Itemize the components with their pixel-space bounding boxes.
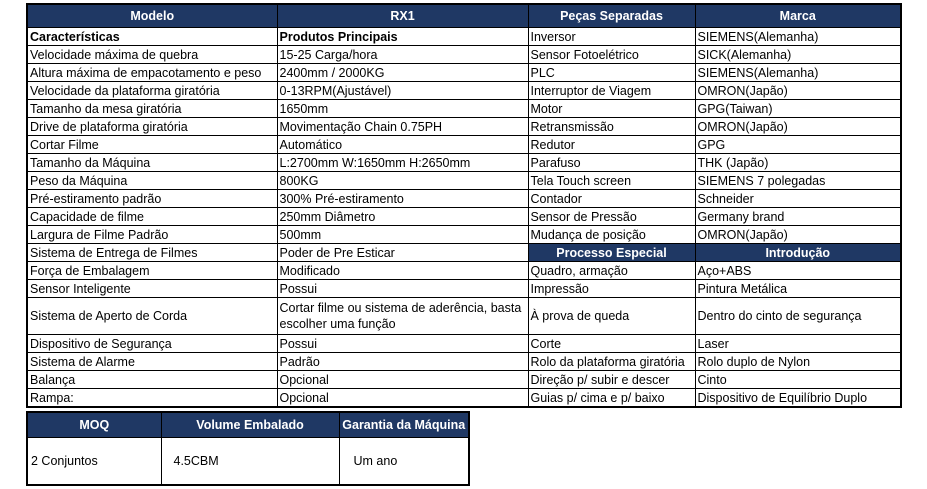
spec-row-cell: Capacidade de filme [27,208,277,226]
spec-row-cell: GPG(Taiwan) [695,100,901,118]
spec-row-cell: 500mm [277,226,528,244]
spec-row-cell: SIEMENS(Alemanha) [695,64,901,82]
spec-row-tall [27,298,901,335]
spec-row-cell: Retransmissão [528,118,695,136]
spec-row-cell: Possui [277,335,528,353]
spec-row-cell: Opcional [277,371,528,389]
spec-row-cell: Interruptor de Viagem [528,82,695,100]
spec-row-cell: Velocidade da plataforma giratória [27,82,277,100]
spec-row-cell: Dispositivo de Segurança [27,335,277,353]
spec-row-cell: Força de Embalagem [27,262,277,280]
spec-row-cell: Sistema de Entrega de Filmes [27,244,277,262]
spec-row-cell: 2400mm / 2000KG [277,64,528,82]
spec-row-cell: OMRON(Japão) [695,82,901,100]
spec-row [27,389,901,408]
moq-value: 2 Conjuntos [27,438,161,486]
spec-row-cell: SICK(Alemanha) [695,46,901,64]
spec-row-cell: Drive de plataforma giratória [27,118,277,136]
spec-row [27,118,901,136]
spec-row-cell: Cinto [695,371,901,389]
spec-row-cell: Direção p/ subir e descer [528,371,695,389]
spec-row-cell: Padrão [277,353,528,371]
spec-row [27,64,901,82]
order-table [26,411,470,486]
spec-row-cell: Laser [695,335,901,353]
spec-row [27,28,901,46]
header-warranty: Garantia da Máquina [339,412,469,438]
header-moq: MOQ [27,412,161,438]
spec-row-tall-cell: Sistema de Aperto de Corda [27,298,277,335]
spec-row-cell: Sistema de Alarme [27,353,277,371]
header-model-name: RX1 [277,4,528,28]
spec-row-cell: 0-13RPM(Ajustável) [277,82,528,100]
spec-row [27,262,901,280]
spec-table [26,3,902,408]
spec-row-cell: Cortar Filme [27,136,277,154]
spec-row [27,100,901,118]
spec-row-cell: GPG [695,136,901,154]
spec-row [27,172,901,190]
spec-row-cell: Rampa: [27,389,277,408]
spec-row-cell: OMRON(Japão) [695,118,901,136]
spec-row-cell: Sensor de Pressão [528,208,695,226]
spec-row-cell: SIEMENS 7 polegadas [695,172,901,190]
spec-row-cell: 250mm Diâmetro [277,208,528,226]
special-header-cell: Introdução [695,244,901,262]
spec-row-tall-cell: Dentro do cinto de segurança [695,298,901,335]
spec-row-cell: Poder de Pre Esticar [277,244,528,262]
spec-row-cell: Mudança de posição [528,226,695,244]
spec-row [27,335,901,353]
spec-row-cell: Produtos Principais [277,28,528,46]
spec-row-cell: Sensor Inteligente [27,280,277,298]
special-header-cell: Processo Especial [528,244,695,262]
spec-row-cell: Guias p/ cima e p/ baixo [528,389,695,408]
spec-row-cell: 15-25 Carga/hora [277,46,528,64]
spec-row-cell: Contador [528,190,695,208]
spec-row-cell: Altura máxima de empacotamento e peso [27,64,277,82]
spec-row-cell: Características [27,28,277,46]
spec-row-cell: Corte [528,335,695,353]
spec-row-cell: Schneider [695,190,901,208]
spec-row-cell: THK (Japão) [695,154,901,172]
spec-row-cell: Tamanho da Máquina [27,154,277,172]
spec-row-cell: Possui [277,280,528,298]
spec-row-cell: SIEMENS(Alemanha) [695,28,901,46]
spec-row-cell: Balança [27,371,277,389]
spec-row-cell: Automático [277,136,528,154]
spec-row-cell: Velocidade máxima de quebra [27,46,277,64]
spec-row-cell: Rolo duplo de Nylon [695,353,901,371]
spec-header-row [27,4,901,28]
spec-row-cell: OMRON(Japão) [695,226,901,244]
spec-row-cell: Movimentação Chain 0.75PH [277,118,528,136]
spec-row [27,280,901,298]
spec-row-cell: 1650mm [277,100,528,118]
spec-row-cell: Inversor [528,28,695,46]
spec-row-cell: Modificado [277,262,528,280]
spec-row-cell: Sensor Fotoelétrico [528,46,695,64]
spec-row-cell: Impressão [528,280,695,298]
spec-row-cell: Pré-estiramento padrão [27,190,277,208]
spec-row [27,353,901,371]
spec-row [27,154,901,172]
spec-row [27,190,901,208]
spec-row [27,46,901,64]
spec-row [27,371,901,389]
header-brand: Marca [695,4,901,28]
spec-row-cell: Tela Touch screen [528,172,695,190]
spec-row-cell: L:2700mm W:1650mm H:2650mm [277,154,528,172]
header-volume: Volume Embalado [161,412,339,438]
spec-row-cell: Pintura Metálica [695,280,901,298]
spec-row [27,226,901,244]
spec-row-cell: Tamanho da mesa giratória [27,100,277,118]
spec-row [27,82,901,100]
spec-row-cell: Rolo da plataforma giratória [528,353,695,371]
spec-row-cell: 300% Pré-estiramento [277,190,528,208]
spec-row-cell: Peso da Máquina [27,172,277,190]
header-parts: Peças Separadas [528,4,695,28]
spec-row [27,208,901,226]
header-modelo: Modelo [27,4,277,28]
volume-value: 4.5CBM [161,438,339,486]
spec-row-tall-cell: Cortar filme ou sistema de aderência, basta escolher uma função [277,298,528,335]
spec-row-cell: Largura de Filme Padrão [27,226,277,244]
spec-row-cell: Opcional [277,389,528,408]
spec-row-cell: Dispositivo de Equilíbrio Duplo [695,389,901,408]
spec-row-cell: Redutor [528,136,695,154]
spec-row-cell: Germany brand [695,208,901,226]
spec-row-cell: Parafuso [528,154,695,172]
spec-row-cell: Motor [528,100,695,118]
spec-row-tall-cell: À prova de queda [528,298,695,335]
spec-row-cell: Quadro, armação [528,262,695,280]
spec-row-cell: Aço+ABS [695,262,901,280]
warranty-value: Um ano [339,438,469,486]
spec-row [27,136,901,154]
special-header-row [27,244,901,262]
order-values-row [27,438,469,486]
order-header-row [27,412,469,438]
spec-row-cell: PLC [528,64,695,82]
spec-row-cell: 800KG [277,172,528,190]
